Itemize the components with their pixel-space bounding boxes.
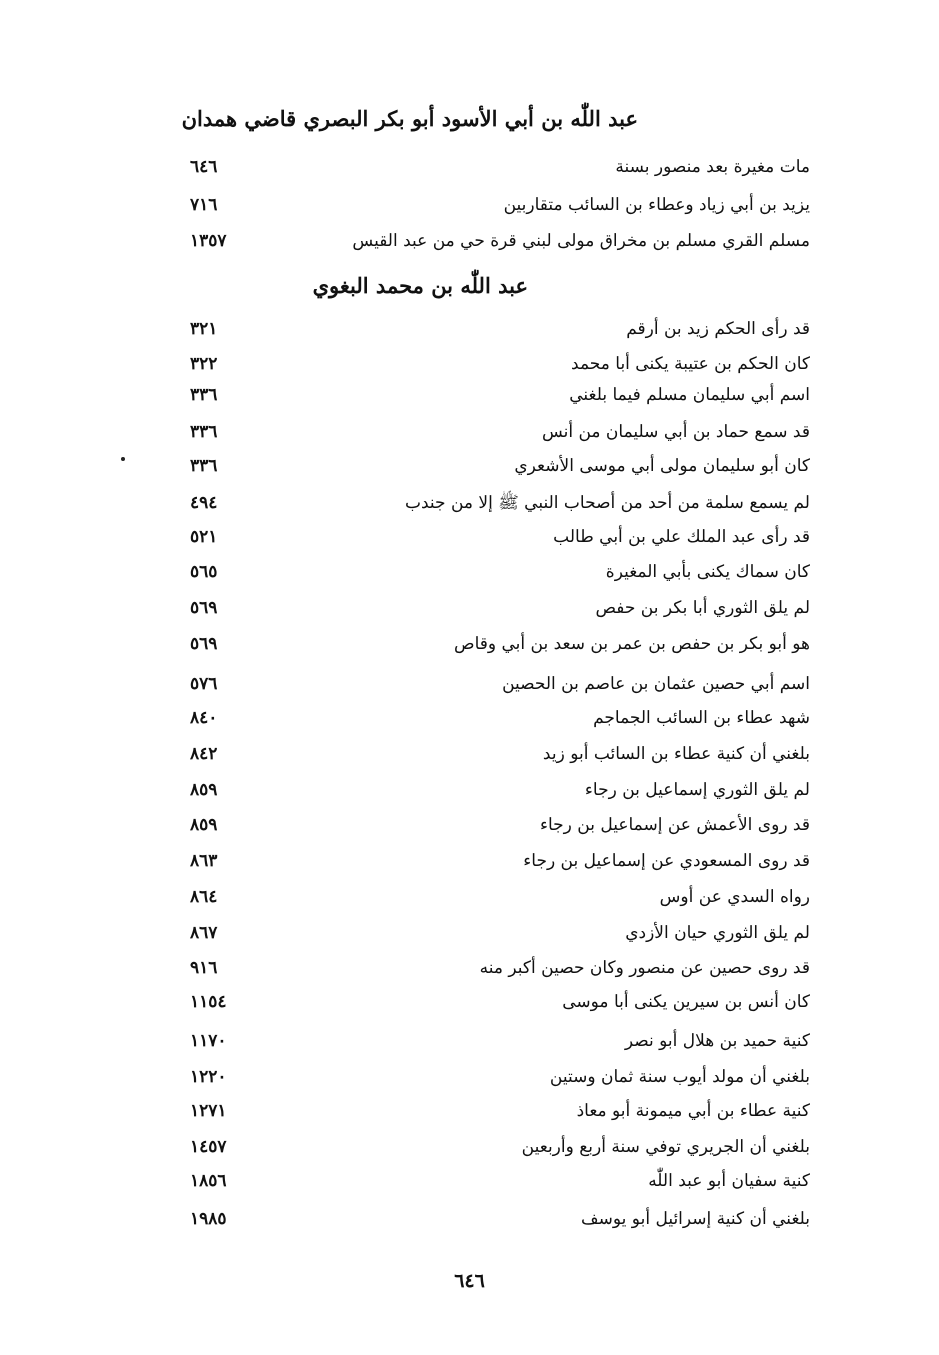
- entry-page-number: ٥٦٥: [190, 562, 218, 582]
- page-number: ٦٤٦: [454, 1270, 485, 1292]
- entry-text: قد رأى الحكم زيد بن أرقم: [626, 319, 810, 339]
- entry-text: شهد عطاء بن السائب الجماجم: [593, 708, 810, 728]
- entry-text: بلغني أن مولد أيوب سنة ثمان وستين: [549, 1067, 810, 1087]
- entry-row: [190, 1026, 810, 1056]
- entry-row: [190, 380, 810, 410]
- entry-page-number: ٧١٦: [190, 195, 218, 215]
- entry-page-number: ٨٤٠: [190, 708, 218, 728]
- entry-page-number: ٩١٦: [190, 958, 218, 978]
- entry-row: [190, 1096, 810, 1126]
- entry-text: قد روى المسعودي عن إسماعيل بن رجاء: [523, 851, 810, 871]
- entry-row: [190, 1132, 810, 1162]
- entry-text: لم يلق الثوري إسماعيل بن رجاء: [584, 780, 810, 800]
- entry-row: [190, 918, 810, 948]
- entry-row: [190, 488, 810, 518]
- entry-page-number: ٣٣٦: [190, 456, 218, 476]
- entry-text: لم يلق الثوري أبا بكر بن حفص: [595, 598, 810, 618]
- entry-row: [190, 1166, 810, 1196]
- entry-text: كان سماك يكنى بأبي المغيرة: [605, 562, 810, 582]
- entry-row: [190, 775, 810, 805]
- entry-text: قد سمع حماد بن أبي سليمان من أنس: [541, 422, 810, 442]
- entry-text: لم يسمع سلمة من أحد من أصحاب النبي ﷺ إلا من جندب: [405, 493, 810, 513]
- entry-page-number: ٤٩٤: [190, 493, 218, 513]
- entry-page-number: ٨٦٧: [190, 923, 218, 943]
- entry-page-number: ٣٣٦: [190, 385, 218, 405]
- entry-row: [190, 1204, 810, 1234]
- entry-row: [190, 557, 810, 587]
- entry-page-number: ١٢٢٠: [190, 1067, 227, 1087]
- entry-row: [190, 451, 810, 481]
- entry-row: [190, 669, 810, 699]
- entry-text: بلغني أن كنية إسرائيل أبو يوسف: [581, 1209, 810, 1229]
- entry-text: يزيد بن أبي زياد وعطاء بن السائب متقاربين: [503, 195, 810, 215]
- entry-text: كنية حميد بن هلال أبو نصر: [624, 1031, 810, 1051]
- entry-page-number: ١٤٥٧: [190, 1137, 227, 1157]
- entry-text: هو أبو بكر بن حفص بن عمر بن سعد بن أبي وقاص: [454, 634, 810, 654]
- entry-page-number: ٣٣٦: [190, 422, 218, 442]
- entry-text: اسم أبي حصين عثمان بن عاصم بن الحصين: [502, 674, 810, 694]
- entry-row: [190, 1062, 810, 1092]
- entry-page-number: ١٨٥٦: [190, 1171, 227, 1191]
- entry-page-number: ٥٦٩: [190, 598, 218, 618]
- entry-row: [190, 349, 810, 379]
- entry-row: [190, 190, 810, 220]
- entry-text: قد روى حصين عن منصور وكان حصين أكبر منه: [479, 958, 810, 978]
- entry-page-number: ٣٢١: [190, 319, 218, 339]
- entry-page-number: ٥٧٦: [190, 674, 218, 694]
- entry-row: [190, 314, 810, 344]
- entry-text: كنية سفيان أبو عبد اللّٰه: [648, 1171, 810, 1191]
- entry-page-number: ٨٥٩: [190, 780, 218, 800]
- entry-row: [190, 882, 810, 912]
- entry-row: [190, 417, 810, 447]
- entry-row: [190, 739, 810, 769]
- entry-text: لم يلق الثوري حيان الأزدي: [625, 923, 810, 943]
- entry-text: كنية عطاء بن أبي ميمونة أبو معاذ: [576, 1101, 810, 1121]
- entry-row: [190, 522, 810, 552]
- entry-page-number: ١١٥٤: [190, 992, 227, 1012]
- entry-page-number: ٨٥٩: [190, 815, 218, 835]
- entry-row: [190, 629, 810, 659]
- entry-row: [190, 987, 810, 1017]
- entry-row: [190, 703, 810, 733]
- entry-text: كان أبو سليمان مولى أبي موسى الأشعري: [514, 456, 810, 476]
- entry-text: مات مغيرة بعد منصور بسنة: [615, 157, 810, 177]
- entry-page-number: ٥٢١: [190, 527, 218, 547]
- entry-text: رواه السدي عن أوس: [659, 887, 810, 907]
- entry-page-number: ١١٧٠: [190, 1031, 227, 1051]
- entry-page-number: ٥٦٩: [190, 634, 218, 654]
- entry-page-number: ٨٦٣: [190, 851, 218, 871]
- entry-text: مسلم القري مسلم بن مخراق مولى لبني قرة حي من عبد القيس: [352, 231, 810, 251]
- entry-page-number: ٨٤٢: [190, 744, 218, 764]
- heading-abdullah-ibn-muhammad-al-baghawi: عبد اللّٰه بن محمد البغوي: [312, 273, 528, 298]
- entry-page-number: ١٢٧١: [190, 1101, 227, 1121]
- entry-page-number: ٣٢٢: [190, 354, 218, 374]
- entry-text: قد روى الأعمش عن إسماعيل بن رجاء: [539, 815, 810, 835]
- entry-row: [190, 953, 810, 983]
- entry-row: [190, 846, 810, 876]
- entry-page-number: ١٣٥٧: [190, 231, 227, 251]
- entry-row: [190, 593, 810, 623]
- entry-text: قد رأى عبد الملك علي بن أبي طالب: [553, 527, 810, 547]
- stray-dot-mark: [121, 457, 125, 461]
- entry-text: بلغني أن كنية عطاء بن السائب أبو زيد: [542, 744, 810, 764]
- entry-row: [190, 152, 810, 182]
- entry-row: [190, 226, 810, 256]
- entry-page-number: ٦٤٦: [190, 157, 218, 177]
- heading-abdullah-ibn-abi-al-aswad: عبد اللّٰه بن أبي الأسود أبو بكر البصري قاضي همدان: [181, 106, 638, 131]
- entry-page-number: ١٩٨٥: [190, 1209, 227, 1229]
- entry-text: بلغني أن الجريري توفي سنة أربع وأربعين: [521, 1137, 810, 1157]
- entry-text: اسم أبي سليمان مسلم فيما بلغني: [569, 385, 810, 405]
- entry-text: كان الحكم بن عتيبة يكنى أبا محمد: [571, 354, 810, 374]
- entry-text: كان أنس بن سيرين يكنى أبا موسى: [562, 992, 810, 1012]
- entry-page-number: ٨٦٤: [190, 887, 218, 907]
- entry-row: [190, 810, 810, 840]
